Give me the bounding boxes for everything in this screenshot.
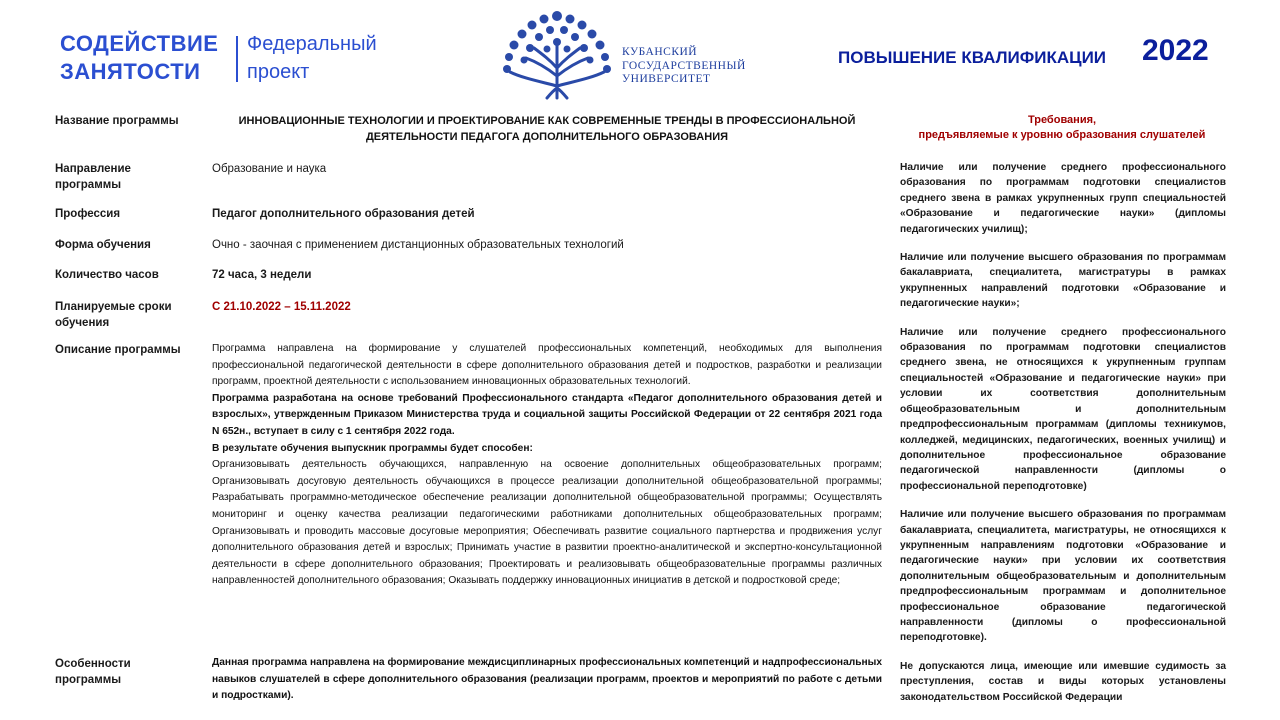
direction-label: Направление программы [55, 163, 131, 191]
description-paragraph-2: Программа разработана на основе требований Профессионального стандарта «Педагог дополнительного образования детей и взрослых», утвержденным Приказом Министерства труда и социальной защиты Российской Федерации от 22 сентября 2021 года N 652н., вступает в силу с 1 сентября 2022 года. [212, 392, 882, 437]
description-paragraph-1: Программа направлена на формирование у слушателей профессиональных компетенций, необходимых для выполнения профессиональной педагогической деятельности в сфере дополнительного образования детей и подростков, разработки и реализации программ, проектной деятельности с использованием инновационных образовательных технологий. [212, 343, 882, 388]
tree-emblem-icon [492, 6, 622, 102]
requirement-2: Наличие или получение высшего образования по программам бакалавриата, специалитета, магистратуры в рамках укрупненных направлений подготовки «Образование и педагогические науки»; [900, 252, 1226, 310]
upgrade-title: ПОВЫШЕНИЕ КВАЛИФИКАЦИИ [838, 48, 1107, 67]
features-value: Данная программа направлена на формирование междисциплинарных профессиональных компетенций и надпрофессиональных навыков слушателей в сфере дополнительного образования (реализации программ, проектов и мероприятий по работе с детьми и подростками). [212, 657, 882, 702]
university-line-1: КУБАНСКИЙ [622, 46, 698, 58]
requirement-1: Наличие или получение среднего профессионального образования по программам подготовки специалистов среднего звена в рамках укрупненных групп специальностей «Образование и педагогические науки» (дипломы педагогических училищ); [900, 162, 1226, 235]
program-name-value [212, 113, 882, 145]
form-label: Форма обучения [55, 239, 151, 251]
requirements-heading [898, 113, 1226, 143]
university-line-3: УНИВЕРСИТЕТ [622, 73, 711, 85]
program-name-line-1: ИННОВАЦИОННЫЕ ТЕХНОЛОГИИ И ПРОЕКТИРОВАНИЕ КАК СОВРЕМЕННЫЕ ТРЕНДЫ В ПРОФЕССИОНАЛЬНОЙ [238, 115, 856, 127]
direction-value: Образование и наука [212, 163, 327, 175]
requirements-list [900, 160, 1226, 718]
employment-logo [60, 30, 420, 90]
description-paragraph-3: В результате обучения выпускник программы будет способен: [212, 442, 533, 454]
requirements-heading-line-2: предъявляемые к уровню образования слушателей [918, 129, 1206, 141]
requirements-heading-line-1: Требования, [1027, 114, 1097, 126]
logo-divider [236, 36, 238, 82]
program-name-line-2: ДЕЯТЕЛЬНОСТИ ПЕДАГОГА ДОПОЛНИТЕЛЬНОГО ОБРАЗОВАНИЯ [365, 131, 729, 143]
requirement-5: Не допускаются лица, имеющие или имевшие судимость за преступления, состав и виды которых установлены законодательством Российской Федерации [900, 660, 1226, 703]
features-label: Особенности программы [55, 658, 131, 686]
brand-line-2: ЗАНЯТОСТИ [60, 59, 201, 84]
requirement-3: Наличие или получение среднего профессионального образования по программам подготовки специалистов среднего звена, не относящихся к укрупненным группам специальностей «Образование и педагогические науки» при условии их соответствия дополнительным общеобразовательным и дополнительным предпрофессиональным программам (дипломы техникумов, колледжей, медицинских, педагогических, военных училищ) и дополнительное профессиональное образование педагогической направленности (дипломы о профессиональной переподготовке) [900, 326, 1226, 492]
brand-text [60, 30, 218, 86]
program-name-label: Название программы [55, 115, 179, 127]
dates-label: Планируемые сроки обучения [55, 301, 172, 329]
description-value [212, 341, 882, 590]
university-logo [492, 6, 760, 102]
dates-value: С 21.10.2022 – 15.11.2022 [212, 301, 351, 313]
federal-project-text [247, 30, 377, 86]
hours-label: Количество часов [55, 269, 159, 281]
profession-value: Педагог дополнительного образования детей [212, 208, 475, 220]
requirement-4: Наличие или получение высшего образования по программам бакалавриата, специалитета, магистратуры, не относящихся к укрупненным направлениям подготовки «Образование и педагогические науки» при условии их соответствия дополнительным общеобразовательным и дополнительным предпрофессиональным программам и дополнительное профессиональное образование педагогической направленности (дипломы о профессиональной переподготовке). [900, 509, 1226, 644]
hours-value: 72 часа, 3 недели [212, 269, 312, 281]
profession-label: Профессия [55, 208, 121, 220]
description-paragraph-4: Организовывать деятельность обучающихся, направленную на освоение дополнительных общеобразовательных программ; Организовывать досуговую деятельность обучающихся в процессе реализации дополнительной общеобразовательной программы; Разрабатывать программно-методическое обеспечение реализации дополнительной общеобразовательной программы; Осуществлять мониторинг и оценку качества реализации педагогическими работниками дополнительных общеобразовательных программ; Организовывать и проводить массовые досуговые мероприятия; Обеспечивать развитие социального партнерства и продвижения услуг дополнительного образования детей и взрослых; Принимать участие в развитии проектно-аналитической и экспертно-консультационной деятельности в сфере дополнительного образования; Проектировать и реализовывать общеобразовательные программы различных направленностей дополнительного образования; Оказывать поддержку инновационных инициатив в детской и подростковой среде; [212, 459, 882, 587]
upgrade-year: 2022 [1142, 34, 1209, 67]
university-name [622, 46, 746, 87]
university-line-2: ГОСУДАРСТВЕННЫЙ [622, 59, 746, 72]
description-label: Описание программы [55, 344, 181, 356]
federal-line-1: Федеральный [247, 33, 377, 55]
form-value: Очно - заочная с применением дистанционных образовательных технологий [212, 239, 624, 251]
brand-line-1: СОДЕЙСТВИЕ [60, 31, 219, 56]
federal-line-2: проект [247, 61, 310, 83]
